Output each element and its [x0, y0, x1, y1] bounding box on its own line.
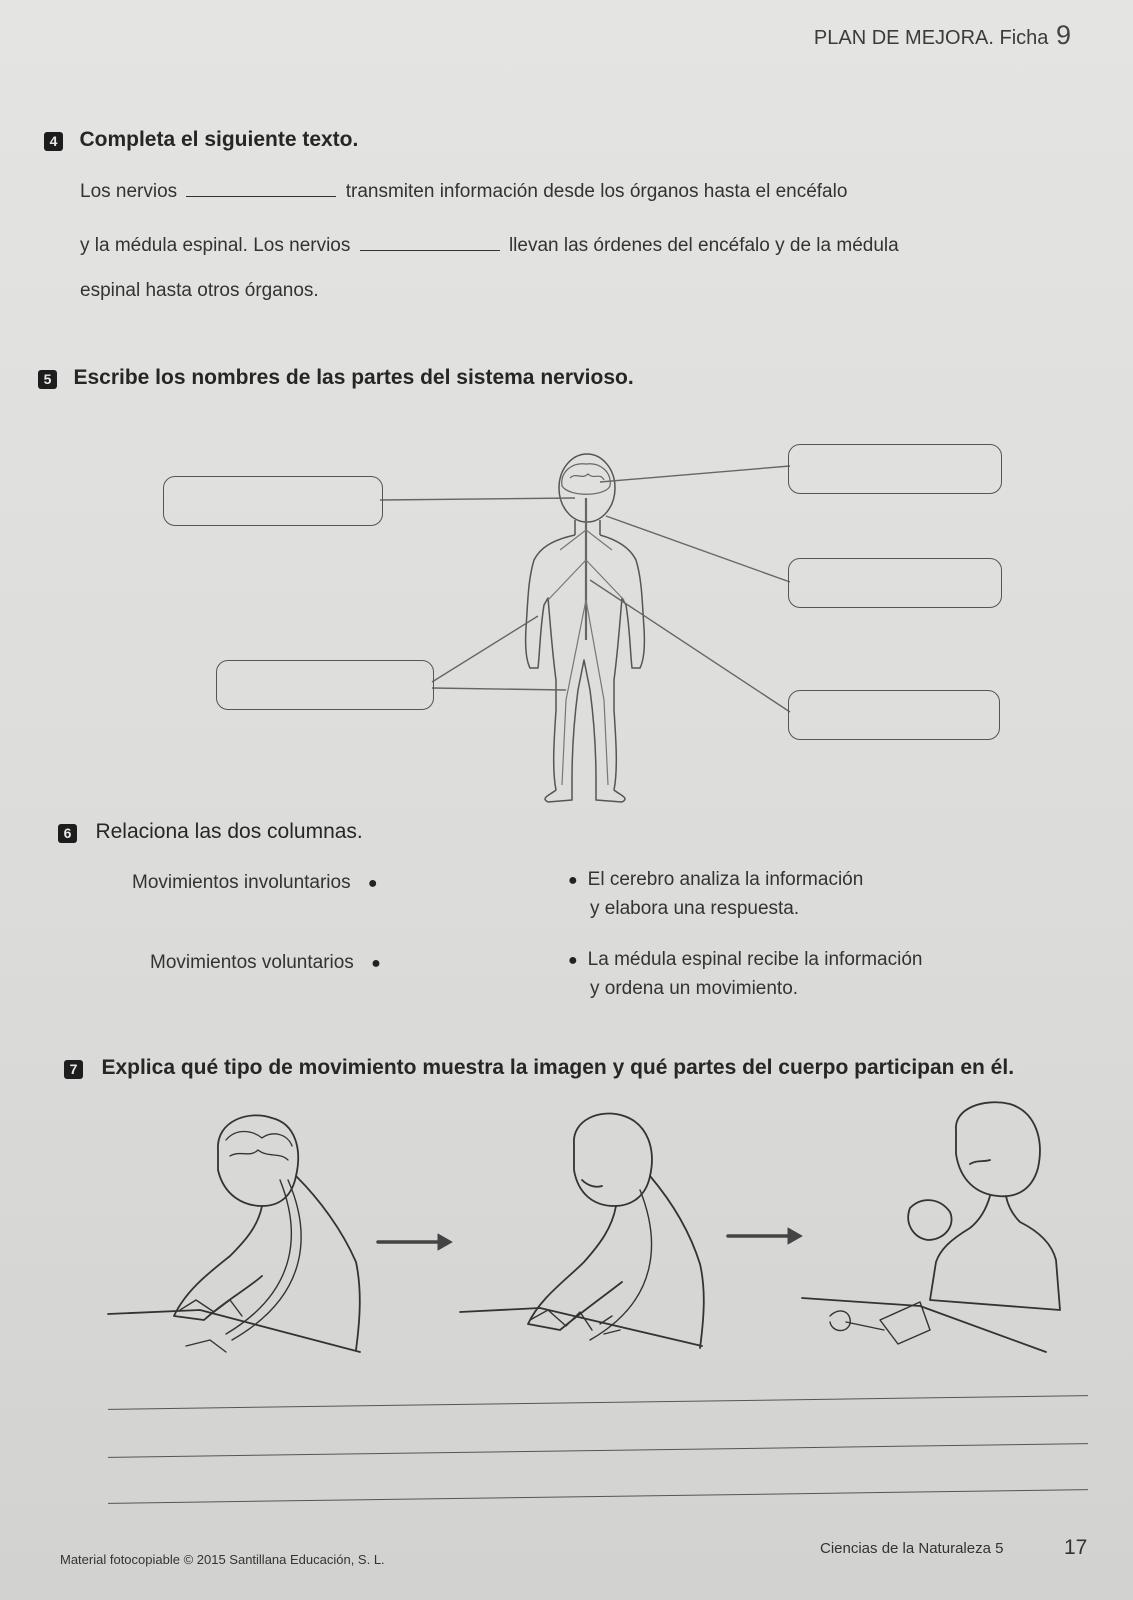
q6-right-2-line-2: y ordena un movimiento. [590, 978, 799, 999]
sequence-arrow-1-head [438, 1234, 452, 1250]
match-dot-right-1[interactable]: ● [568, 872, 578, 889]
q6-left-label-1: Movimientos involuntarios [132, 872, 351, 893]
sequence-arrow-2-head [788, 1228, 802, 1244]
q4-text-1b: transmiten información desde los órganos hasta el encéfalo [345, 181, 848, 202]
q4-line-3: espinal hasta otros órganos. [80, 280, 319, 301]
q6-right-1-line-1: El cerebro analiza la información [587, 869, 864, 890]
q6-right-1-line-2: y elabora una respuesta. [590, 898, 800, 919]
footer-copyright: Material fotocopiable © 2015 Santillana Educación, S. L. [60, 1552, 385, 1567]
q6-right-2-line-1: La médula espinal recibe la información [587, 949, 923, 970]
q6-badge: 6 [58, 824, 77, 843]
header-number: 9 [1055, 20, 1071, 50]
q7-badge: 7 [64, 1060, 83, 1079]
q5-title: Escribe los nombres de las partes del sistema nervioso. [73, 366, 634, 389]
panel-1-child-brain [108, 1115, 360, 1352]
q4-text-2b: llevan las órdenes del encéfalo y de la médula [508, 235, 899, 256]
q6-left-label-2: Movimientos voluntarios [150, 952, 354, 973]
match-dot-left-1[interactable]: ● [367, 875, 378, 892]
q4-title: Completa el siguiente texto. [79, 128, 359, 151]
q5-badge: 5 [38, 370, 57, 389]
page-number: 17 [1064, 1536, 1088, 1559]
match-dot-right-2[interactable]: ● [568, 952, 578, 969]
footer-book-title: Ciencias de la Naturaleza 5 [820, 1540, 1004, 1557]
q4-badge: 4 [44, 132, 63, 151]
q7-title: Explica qué tipo de movimiento muestra la imagen y qué partes del cuerpo participan en él. [101, 1056, 1015, 1079]
q4-text-2a: y la médula espinal. Los nervios [80, 235, 351, 256]
q6-title: Relaciona las dos columnas. [95, 820, 363, 843]
panel-2-child-reacting [460, 1114, 704, 1348]
header-title: PLAN DE MEJORA. Ficha [813, 27, 1049, 49]
panel-3-child-holding-hand [802, 1102, 1060, 1352]
match-dot-left-2[interactable]: ● [371, 955, 381, 972]
q4-text-1a: Los nervios [80, 181, 178, 202]
